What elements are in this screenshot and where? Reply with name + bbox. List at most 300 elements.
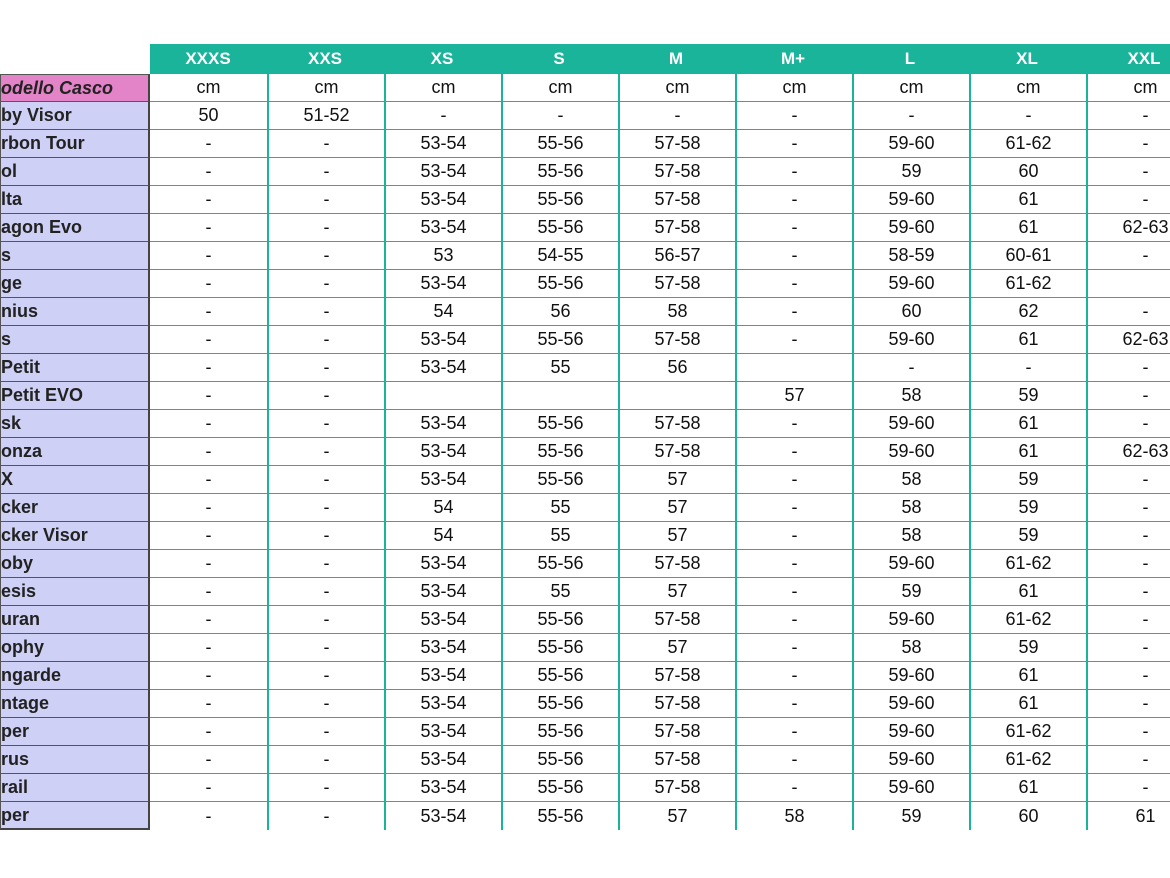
- model-name: uran: [1, 609, 41, 629]
- size-value-cell: 55-56: [501, 410, 618, 438]
- size-value-cell: -: [150, 634, 267, 662]
- size-value-cell: -: [735, 494, 852, 522]
- model-name: per: [1, 804, 30, 825]
- size-value-cell: -: [150, 186, 267, 214]
- size-value-cell: -: [150, 550, 267, 578]
- size-value-cell: 55: [501, 494, 618, 522]
- size-value-cell: 61: [969, 774, 1086, 802]
- size-value-cell: 61: [969, 662, 1086, 690]
- size-header-m: M: [618, 44, 735, 74]
- size-value-cell: -: [267, 690, 384, 718]
- size-value-cell: -: [735, 550, 852, 578]
- size-value-cell: 53-54: [384, 690, 501, 718]
- model-name-cell: [0, 690, 150, 718]
- size-value-cell: -: [735, 186, 852, 214]
- size-value-cell: 59-60: [852, 214, 969, 242]
- size-value-cell: 61-62: [969, 550, 1086, 578]
- size-value-cell: 61: [969, 410, 1086, 438]
- size-value-cell: 53-54: [384, 214, 501, 242]
- size-value-cell: -: [1086, 606, 1170, 634]
- table-row: [0, 298, 1170, 326]
- size-value-cell: -: [267, 158, 384, 186]
- size-value-cell: 61: [969, 186, 1086, 214]
- size-value-cell: 59-60: [852, 130, 969, 158]
- size-value-cell: -: [150, 382, 267, 410]
- size-value-cell: [501, 382, 618, 410]
- size-value-cell: 57-58: [618, 270, 735, 298]
- size-value-cell: 54: [384, 494, 501, 522]
- size-value-cell: 57-58: [618, 438, 735, 466]
- size-value-cell: -: [150, 438, 267, 466]
- model-name: agon Evo: [1, 217, 83, 237]
- size-value-cell: 60: [852, 298, 969, 326]
- size-value-cell: 59: [852, 578, 969, 606]
- model-name: s: [1, 245, 12, 265]
- model-name: per: [1, 721, 30, 741]
- size-value-cell: 59-60: [852, 606, 969, 634]
- model-name-cell: [0, 214, 150, 242]
- model-name-cell: [0, 298, 150, 326]
- size-value-cell: 55-56: [501, 718, 618, 746]
- size-value-cell: -: [735, 774, 852, 802]
- size-value-cell: -: [150, 522, 267, 550]
- size-value-cell: -: [267, 438, 384, 466]
- size-value-cell: 59: [969, 522, 1086, 550]
- size-value-cell: 57-58: [618, 690, 735, 718]
- size-value-cell: -: [735, 326, 852, 354]
- size-value-cell: 53-54: [384, 270, 501, 298]
- table-row: [0, 438, 1170, 466]
- model-column-header: [0, 74, 150, 102]
- size-value-cell: 55-56: [501, 158, 618, 186]
- size-value-cell: -: [267, 662, 384, 690]
- size-value-cell: -: [267, 466, 384, 494]
- size-value-cell: -: [150, 690, 267, 718]
- model-name: rus: [1, 749, 30, 769]
- size-value-cell: -: [150, 214, 267, 242]
- size-value-cell: 54: [384, 522, 501, 550]
- unit-cell: cm: [501, 74, 618, 102]
- size-value-cell: 54-55: [501, 242, 618, 270]
- model-name: Petit: [1, 357, 41, 377]
- model-name: X: [1, 469, 14, 489]
- table-row: [0, 494, 1170, 522]
- size-value-cell: -: [267, 326, 384, 354]
- size-value-cell: -: [1086, 718, 1170, 746]
- size-value-cell: -: [1086, 494, 1170, 522]
- size-value-cell: 61: [969, 578, 1086, 606]
- table-row: [0, 354, 1170, 382]
- size-value-cell: 55-56: [501, 186, 618, 214]
- size-value-cell: 59-60: [852, 774, 969, 802]
- size-value-cell: 61: [1086, 802, 1170, 830]
- size-value-cell: -: [384, 102, 501, 130]
- size-value-cell: -: [735, 214, 852, 242]
- size-value-cell: 58-59: [852, 242, 969, 270]
- size-value-cell: 57-58: [618, 550, 735, 578]
- size-value-cell: [384, 382, 501, 410]
- size-value-cell: 53-54: [384, 326, 501, 354]
- size-value-cell: -: [1086, 578, 1170, 606]
- size-value-cell: 57-58: [618, 326, 735, 354]
- table-row: [0, 550, 1170, 578]
- size-value-cell: 55-56: [501, 634, 618, 662]
- size-value-cell: 55-56: [501, 550, 618, 578]
- size-value-cell: [1086, 270, 1170, 298]
- size-value-cell: 53-54: [384, 158, 501, 186]
- size-value-cell: 59: [969, 382, 1086, 410]
- table-row: [0, 578, 1170, 606]
- size-value-cell: -: [735, 158, 852, 186]
- size-value-cell: 53-54: [384, 186, 501, 214]
- size-header-m-plus: M+: [735, 44, 852, 74]
- model-name: cker Visor: [1, 525, 88, 545]
- size-value-cell: 57: [618, 522, 735, 550]
- model-name-cell: [0, 494, 150, 522]
- size-value-cell: 57: [735, 382, 852, 410]
- size-value-cell: -: [735, 634, 852, 662]
- table-row: [0, 634, 1170, 662]
- unit-cell: cm: [735, 74, 852, 102]
- size-value-cell: 58: [735, 802, 852, 830]
- size-value-cell: -: [1086, 550, 1170, 578]
- model-name-cell: [0, 606, 150, 634]
- size-value-cell: -: [267, 802, 384, 830]
- size-value-cell: 57-58: [618, 662, 735, 690]
- unit-cell: cm: [267, 74, 384, 102]
- model-name: sk: [1, 413, 22, 433]
- model-name-cell: [0, 326, 150, 354]
- size-header-row: [0, 44, 1170, 74]
- model-name: esis: [1, 581, 37, 601]
- size-value-cell: -: [1086, 382, 1170, 410]
- size-value-cell: -: [150, 606, 267, 634]
- size-value-cell: 59-60: [852, 438, 969, 466]
- size-header-l: L: [852, 44, 969, 74]
- size-value-cell: -: [150, 242, 267, 270]
- size-value-cell: [618, 382, 735, 410]
- size-value-cell: 51-52: [267, 102, 384, 130]
- size-value-cell: 53-54: [384, 634, 501, 662]
- size-value-cell: -: [1086, 662, 1170, 690]
- size-value-cell: 53-54: [384, 662, 501, 690]
- size-value-cell: 62: [969, 298, 1086, 326]
- size-value-cell: -: [735, 690, 852, 718]
- model-name: Petit EVO: [1, 385, 84, 405]
- table-row: [0, 466, 1170, 494]
- size-value-cell: -: [150, 578, 267, 606]
- unit-cell: cm: [1086, 74, 1170, 102]
- size-value-cell: 57: [618, 578, 735, 606]
- size-value-cell: -: [150, 774, 267, 802]
- size-value-cell: 58: [852, 494, 969, 522]
- size-value-cell: 55-56: [501, 130, 618, 158]
- size-value-cell: -: [735, 270, 852, 298]
- size-value-cell: -: [501, 102, 618, 130]
- size-header-xxxs: XXXS: [150, 44, 267, 74]
- size-value-cell: 56: [618, 354, 735, 382]
- size-value-cell: -: [267, 298, 384, 326]
- size-value-cell: -: [267, 522, 384, 550]
- size-value-cell: 57-58: [618, 606, 735, 634]
- size-value-cell: 55-56: [501, 802, 618, 830]
- model-name: rail: [1, 777, 29, 797]
- size-value-cell: -: [267, 186, 384, 214]
- size-value-cell: 60: [969, 158, 1086, 186]
- size-value-cell: -: [150, 466, 267, 494]
- size-value-cell: -: [1086, 354, 1170, 382]
- size-value-cell: -: [267, 718, 384, 746]
- model-name-cell: [0, 634, 150, 662]
- size-value-cell: 53-54: [384, 606, 501, 634]
- size-value-cell: 59-60: [852, 690, 969, 718]
- size-value-cell: 61: [969, 438, 1086, 466]
- size-value-cell: 61-62: [969, 130, 1086, 158]
- table-row: [0, 522, 1170, 550]
- size-value-cell: 56: [501, 298, 618, 326]
- size-value-cell: 57: [618, 634, 735, 662]
- size-value-cell: 55-56: [501, 214, 618, 242]
- size-value-cell: -: [150, 662, 267, 690]
- size-value-cell: -: [267, 494, 384, 522]
- size-value-cell: -: [150, 298, 267, 326]
- size-value-cell: -: [735, 746, 852, 774]
- size-value-cell: 56-57: [618, 242, 735, 270]
- size-value-cell: 55-56: [501, 690, 618, 718]
- size-value-cell: -: [1086, 466, 1170, 494]
- size-value-cell: -: [267, 746, 384, 774]
- model-name: ol: [1, 161, 17, 181]
- model-name: oby: [1, 553, 34, 573]
- size-value-cell: -: [735, 466, 852, 494]
- size-value-cell: 57-58: [618, 158, 735, 186]
- size-value-cell: 53-54: [384, 746, 501, 774]
- table-row: [0, 326, 1170, 354]
- size-value-cell: -: [150, 494, 267, 522]
- size-value-cell: 60: [969, 802, 1086, 830]
- size-value-cell: 53: [384, 242, 501, 270]
- size-value-cell: -: [735, 606, 852, 634]
- model-name-cell: [0, 270, 150, 298]
- size-value-cell: -: [267, 242, 384, 270]
- model-name: onza: [1, 441, 43, 461]
- size-value-cell: -: [735, 662, 852, 690]
- model-name-cell: [0, 550, 150, 578]
- model-name: lta: [1, 189, 23, 209]
- model-name: s: [1, 329, 12, 349]
- size-value-cell: 57: [618, 494, 735, 522]
- table-row: [0, 662, 1170, 690]
- size-value-cell: 59: [969, 494, 1086, 522]
- size-value-cell: 58: [852, 522, 969, 550]
- size-value-cell: 61-62: [969, 718, 1086, 746]
- size-value-cell: 57-58: [618, 718, 735, 746]
- size-value-cell: 53-54: [384, 774, 501, 802]
- size-value-cell: -: [969, 102, 1086, 130]
- size-value-cell: 53-54: [384, 718, 501, 746]
- size-value-cell: 57-58: [618, 186, 735, 214]
- unit-cell: cm: [618, 74, 735, 102]
- size-value-cell: -: [267, 214, 384, 242]
- table-row: [0, 606, 1170, 634]
- size-value-cell: 61: [969, 690, 1086, 718]
- size-value-cell: -: [969, 354, 1086, 382]
- size-value-cell: 55-56: [501, 606, 618, 634]
- size-value-cell: -: [1086, 746, 1170, 774]
- size-value-cell: 62-63: [1086, 438, 1170, 466]
- size-value-cell: 55-56: [501, 466, 618, 494]
- size-header-s: S: [501, 44, 618, 74]
- size-value-cell: 57-58: [618, 746, 735, 774]
- model-name-cell: [0, 802, 150, 830]
- size-value-cell: -: [852, 102, 969, 130]
- model-column-label: odello Casco: [1, 77, 114, 98]
- size-header-xs: XS: [384, 44, 501, 74]
- units-row: [0, 74, 1170, 102]
- size-value-cell: -: [735, 130, 852, 158]
- size-value-cell: 55: [501, 578, 618, 606]
- table-row: [0, 130, 1170, 158]
- size-value-cell: 61: [969, 326, 1086, 354]
- size-value-cell: -: [1086, 690, 1170, 718]
- size-value-cell: 59-60: [852, 718, 969, 746]
- size-value-cell: 54: [384, 298, 501, 326]
- size-header-xl: XL: [969, 44, 1086, 74]
- model-name-cell: [0, 242, 150, 270]
- header-corner: [0, 44, 150, 74]
- size-value-cell: 61: [969, 214, 1086, 242]
- size-value-cell: 58: [852, 634, 969, 662]
- size-value-cell: -: [735, 298, 852, 326]
- size-value-cell: 53-54: [384, 410, 501, 438]
- size-value-cell: 57: [618, 802, 735, 830]
- size-value-cell: -: [1086, 410, 1170, 438]
- size-value-cell: 50: [150, 102, 267, 130]
- size-value-cell: 58: [852, 466, 969, 494]
- size-value-cell: 53-54: [384, 354, 501, 382]
- table-row: [0, 270, 1170, 298]
- size-value-cell: 61-62: [969, 746, 1086, 774]
- size-value-cell: -: [267, 774, 384, 802]
- size-value-cell: -: [150, 410, 267, 438]
- size-value-cell: -: [735, 578, 852, 606]
- model-name: ophy: [1, 637, 44, 657]
- size-value-cell: 59-60: [852, 326, 969, 354]
- model-name-cell: [0, 718, 150, 746]
- size-value-cell: 59-60: [852, 746, 969, 774]
- size-value-cell: 62-63: [1086, 214, 1170, 242]
- size-value-cell: 53-54: [384, 130, 501, 158]
- table-row: [0, 410, 1170, 438]
- size-value-cell: 57-58: [618, 214, 735, 242]
- size-header-xxl: XXL: [1086, 44, 1170, 74]
- size-value-cell: 59: [852, 158, 969, 186]
- model-name-cell: [0, 130, 150, 158]
- table-row: [0, 774, 1170, 802]
- model-name-cell: [0, 466, 150, 494]
- size-value-cell: 55-56: [501, 326, 618, 354]
- table-row: [0, 718, 1170, 746]
- model-name-cell: [0, 382, 150, 410]
- model-name: nius: [1, 301, 39, 321]
- unit-cell: cm: [384, 74, 501, 102]
- size-value-cell: -: [1086, 298, 1170, 326]
- model-name-cell: [0, 662, 150, 690]
- size-value-cell: 57-58: [618, 774, 735, 802]
- size-value-cell: 53-54: [384, 550, 501, 578]
- model-name-cell: [0, 438, 150, 466]
- size-value-cell: -: [267, 634, 384, 662]
- size-value-cell: -: [150, 718, 267, 746]
- size-value-cell: 55: [501, 522, 618, 550]
- table-row: [0, 746, 1170, 774]
- table-row: [0, 186, 1170, 214]
- size-value-cell: -: [1086, 158, 1170, 186]
- size-value-cell: 58: [852, 382, 969, 410]
- size-value-cell: -: [150, 326, 267, 354]
- size-value-cell: 59: [969, 466, 1086, 494]
- model-name-cell: [0, 158, 150, 186]
- size-value-cell: -: [267, 270, 384, 298]
- model-name: cker: [1, 497, 39, 517]
- size-value-cell: -: [267, 354, 384, 382]
- size-header-xxs: XXS: [267, 44, 384, 74]
- size-value-cell: -: [267, 578, 384, 606]
- size-value-cell: 61-62: [969, 270, 1086, 298]
- helmet-size-table: [0, 44, 1170, 830]
- size-value-cell: 59-60: [852, 270, 969, 298]
- size-value-cell: 57-58: [618, 130, 735, 158]
- size-value-cell: -: [267, 606, 384, 634]
- size-value-cell: -: [735, 102, 852, 130]
- unit-cell: cm: [969, 74, 1086, 102]
- size-value-cell: 59-60: [852, 662, 969, 690]
- size-value-cell: -: [735, 410, 852, 438]
- size-value-cell: 53-54: [384, 802, 501, 830]
- size-value-cell: 58: [618, 298, 735, 326]
- size-value-cell: -: [735, 242, 852, 270]
- size-value-cell: [735, 354, 852, 382]
- size-value-cell: 53-54: [384, 438, 501, 466]
- size-value-cell: 55-56: [501, 662, 618, 690]
- model-name-cell: [0, 774, 150, 802]
- size-value-cell: 59: [969, 634, 1086, 662]
- size-value-cell: -: [1086, 130, 1170, 158]
- size-value-cell: -: [1086, 634, 1170, 662]
- size-value-cell: 55-56: [501, 438, 618, 466]
- size-value-cell: -: [150, 802, 267, 830]
- size-value-cell: -: [852, 354, 969, 382]
- size-value-cell: -: [735, 718, 852, 746]
- size-value-cell: 61-62: [969, 606, 1086, 634]
- unit-cell: cm: [852, 74, 969, 102]
- table-row: [0, 802, 1170, 830]
- size-value-cell: -: [150, 270, 267, 298]
- size-value-cell: 59-60: [852, 550, 969, 578]
- model-name: ngarde: [1, 665, 62, 685]
- table-row: [0, 102, 1170, 130]
- model-name-cell: [0, 186, 150, 214]
- size-value-cell: 62-63: [1086, 326, 1170, 354]
- size-value-cell: -: [150, 130, 267, 158]
- model-name-cell: [0, 746, 150, 774]
- size-value-cell: 55-56: [501, 774, 618, 802]
- size-value-cell: -: [1086, 774, 1170, 802]
- size-value-cell: 57-58: [618, 410, 735, 438]
- size-value-cell: -: [150, 354, 267, 382]
- model-name: rbon Tour: [1, 133, 85, 153]
- size-value-cell: 53-54: [384, 578, 501, 606]
